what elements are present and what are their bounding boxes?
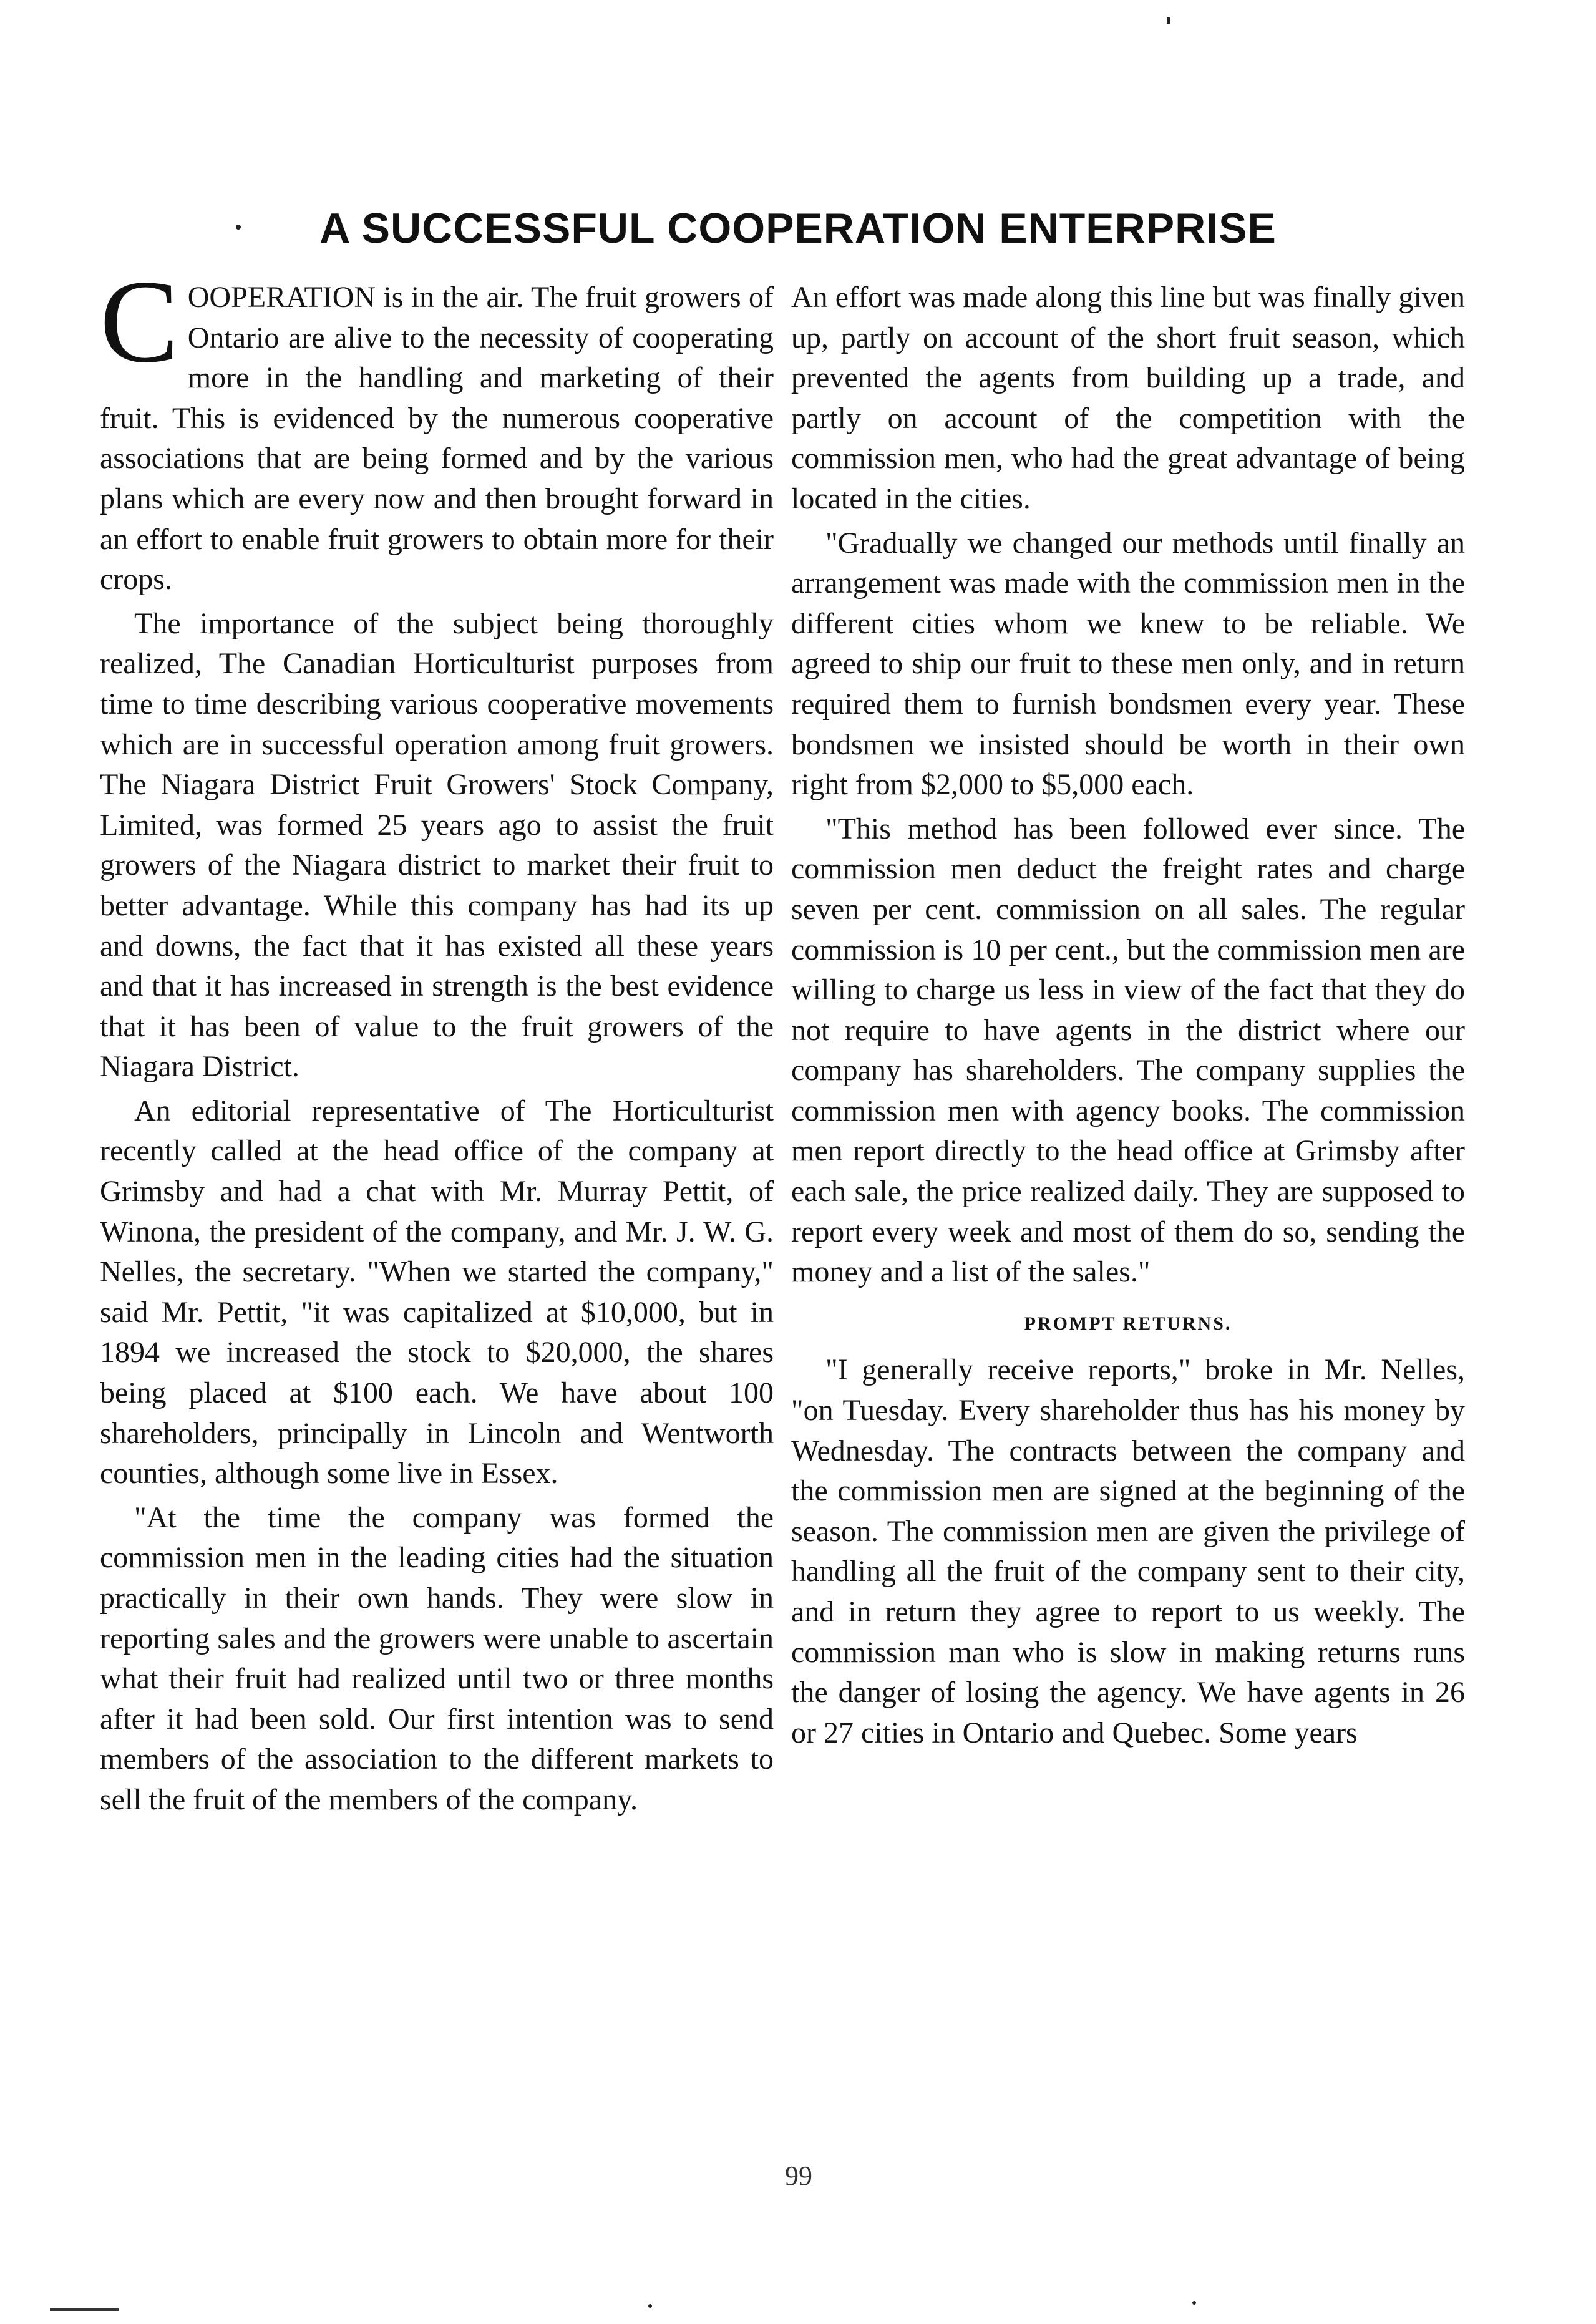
paragraph-text: OOPERATION is in the air. The fruit growers of Ontario are alive to the necessity of cooperating more in the handling and marketing of their fruit. This is evidenced by the numerous cooperative associations that are being formed and by the various plans which are every now and then brought forward in an effort to enable fruit growers to obtain more for their crops.	[100, 281, 774, 596]
paragraph	[100, 256, 774, 600]
paragraph: "I generally receive reports," broke in Mr. Nelles, "on Tuesday. Every shareholder thus has his money by Wednesday. The contracts between the company and the commission men are signed at the beginning of the season. The commission men are given the privilege of handling all the fruit of the company sent to their city, and in return they agree to report to us weekly. The commission man who is slow in making returns runs the danger of losing the agency. We have agents in 26 or 27 cities in Ontario and Quebec. Some years	[791, 1353, 1465, 1749]
paragraph: An editorial representative of The Horticulturist recently called at the head office of the company at Grimsby and had a chat with Mr. Murray Pettit, of Winona, the president of the company, and Mr. J. W. G. Nelles, the secretary. "When we started the company," said Mr. Pettit, "it was capitalized at $10,000, but in 1894 we increased the stock to $20,000, the shares being placed at $100 each. We have about 100 shareholders, principally in Lincoln and Wentworth counties, although some live in Essex.	[100, 1094, 774, 1490]
left-column	[100, 256, 774, 2149]
page-number: 99	[785, 2161, 812, 2191]
paragraph: "Gradually we changed our methods until finally an arrangement was made with the commission men in the different cities whom we knew to be reliable. We agreed to ship our fruit to these men only, and in return required them to furnish bondsmen every year. These bondsmen we insisted should be worth in their own right from $2,000 to $5,000 each.	[791, 526, 1465, 802]
scan-speck	[1167, 17, 1170, 24]
section-subheading: PROMPT RETURNS.	[1024, 1313, 1232, 1334]
drop-cap: C	[100, 256, 179, 387]
paragraph: "At the time the company was formed the commission men in the leading cities had the situation practically in their own hands. They were slow in reporting sales and the growers were unable to ascertain what their fruit had realized until two or three months after it had been sold. Our first intention was to send members of the association to the different markets to sell the fruit of the members of the company.	[100, 1500, 774, 1816]
paragraph: "This method has been followed ever since. The commission men deduct the freight rates and charge seven per cent. commission on all sales. The regular commission is 10 per cent., but the commission men are willing to charge us less in view of the fact that they do not require to have agents in the district where our company has shareholders. The company supplies the commission men with agency books. The commission men report directly to the head office at Grimsby after each sale, the price realized daily. They are supposed to report every week and most of them do so, sending the money and a list of the sales."	[791, 812, 1465, 1289]
right-column	[791, 278, 1465, 2149]
scan-speck	[1192, 2301, 1196, 2305]
scan-speck	[648, 2304, 652, 2308]
paragraph: An effort was made along this line but was finally given up, partly on account of the short fruit season, which prevented the agents from building up a trade, and partly on account of the competition with the commission men, who had the great advantage of being located in the cities.	[791, 281, 1465, 515]
scan-rule-mark	[50, 2308, 119, 2311]
article-title: A SUCCESSFUL COOPERATION ENTERPRISE	[319, 205, 1277, 252]
paragraph: The importance of the subject being thoroughly realized, The Canadian Horticulturist purposes from time to time describing various cooperative movements which are in successful operation among fruit growers. The Niagara District Fruit Growers' Stock Company, Limited, was formed 25 years ago to assist the fruit growers of the Niagara district to market their fruit to better advantage. While this company has had its up and downs, the fact that it has existed all these years and that it has increased in strength is the best evidence that it has been of value to the fruit growers of the Niagara District.	[100, 606, 774, 1084]
title-bullet-mark	[236, 225, 241, 230]
